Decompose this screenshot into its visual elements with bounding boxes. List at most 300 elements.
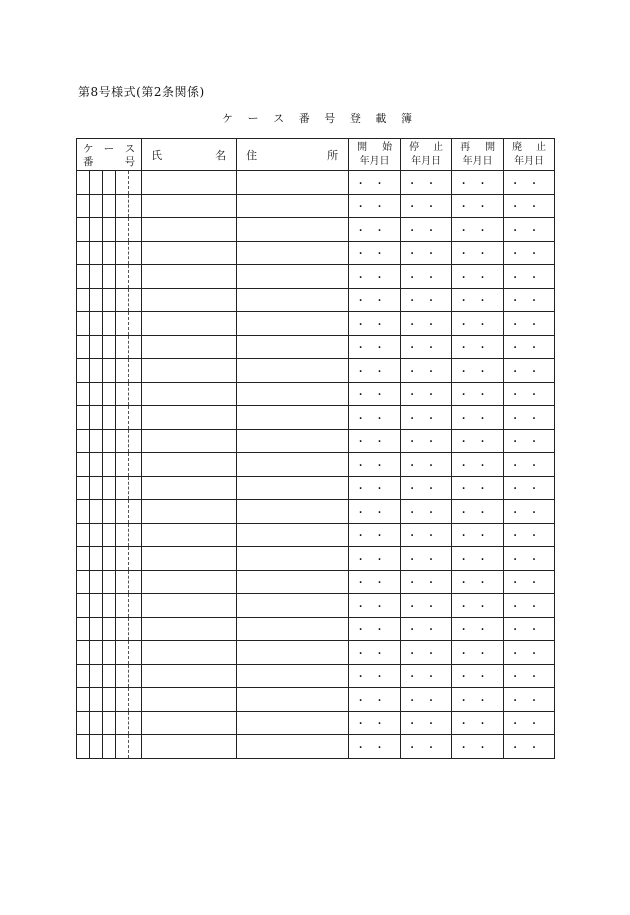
case-digit-cell[interactable] [77,241,90,265]
case-digit-cell[interactable] [103,288,116,312]
start-date-cell[interactable]: ・・ [349,241,401,265]
case-digit-cell[interactable] [90,218,103,242]
stop-date-header [401,139,452,171]
resume-date-cell[interactable]: ・・ [452,617,504,641]
case-digit-cell[interactable] [90,500,103,524]
stop-date-cell[interactable]: ・・ [401,288,452,312]
case-digit-cell[interactable] [90,641,103,665]
case-digit-cell[interactable] [129,688,142,712]
case-digit-cell[interactable] [129,194,142,218]
name-cell[interactable] [142,735,237,759]
abolish-date-cell[interactable]: ・・ [504,382,555,406]
name-cell[interactable] [142,359,237,383]
address-cell[interactable] [237,312,349,336]
stop-date-cell[interactable]: ・・ [401,241,452,265]
address-cell[interactable] [237,171,349,195]
case-digit-cell[interactable] [116,429,129,453]
name-cell[interactable] [142,688,237,712]
case-digit-cell[interactable] [103,594,116,618]
case-digit-cell[interactable] [90,359,103,383]
address-cell[interactable] [237,453,349,477]
resume-date-cell[interactable]: ・・ [452,218,504,242]
resume-date-cell[interactable]: ・・ [452,664,504,688]
case-header-char: ス [124,143,136,155]
case-digit-cell[interactable] [90,429,103,453]
name-header [142,139,237,171]
abolish-date-cell[interactable]: ・・ [504,617,555,641]
case-digit-cell[interactable] [116,453,129,477]
start-date-cell[interactable]: ・・ [349,429,401,453]
address-cell[interactable] [237,500,349,524]
case-digit-cell[interactable] [129,265,142,289]
case-digit-cell[interactable] [103,359,116,383]
case-digit-cell[interactable] [129,547,142,571]
case-digit-cell[interactable] [77,688,90,712]
case-digit-cell[interactable] [116,617,129,641]
case-digit-cell[interactable] [103,547,116,571]
abolish-date-cell[interactable]: ・・ [504,570,555,594]
case-digit-cell[interactable] [129,711,142,735]
case-digit-cell[interactable] [129,429,142,453]
case-digit-cell[interactable] [103,382,116,406]
address-cell[interactable] [237,570,349,594]
start-date-cell[interactable]: ・・ [349,312,401,336]
title-char: 簿 [400,112,412,125]
case-digit-cell[interactable] [103,218,116,242]
case-digit-cell[interactable] [129,476,142,500]
table-row [77,500,555,524]
name-cell[interactable] [142,476,237,500]
abolish-date-cell[interactable]: ・・ [504,664,555,688]
case-digit-cell[interactable] [103,523,116,547]
stop-date-cell[interactable]: ・・ [401,617,452,641]
stop-date-cell[interactable]: ・・ [401,218,452,242]
case-digit-cell[interactable] [129,382,142,406]
case-digit-cell[interactable] [77,664,90,688]
stop-date-cell[interactable]: ・・ [401,664,452,688]
case-digit-cell[interactable] [116,523,129,547]
case-digit-cell[interactable] [77,359,90,383]
case-digit-cell[interactable] [103,453,116,477]
start-date-cell[interactable]: ・・ [349,547,401,571]
abolish-date-cell[interactable]: ・・ [504,453,555,477]
case-digit-cell[interactable] [103,711,116,735]
address-header [237,139,349,171]
case-digit-cell[interactable] [77,735,90,759]
case-digit-cell[interactable] [129,312,142,336]
stop-date-cell[interactable]: ・・ [401,476,452,500]
case-digit-cell[interactable] [116,500,129,524]
abolish-date-cell[interactable]: ・・ [504,171,555,195]
start-date-cell[interactable]: ・・ [349,194,401,218]
case-digit-cell[interactable] [77,265,90,289]
resume-date-cell[interactable]: ・・ [452,406,504,430]
case-digit-cell[interactable] [90,688,103,712]
resume-date-cell[interactable]: ・・ [452,288,504,312]
address-cell[interactable] [237,218,349,242]
stop-date-cell[interactable]: ・・ [401,312,452,336]
address-cell[interactable] [237,335,349,359]
name-cell[interactable] [142,171,237,195]
stop-date-cell[interactable]: ・・ [401,171,452,195]
case-digit-cell[interactable] [103,500,116,524]
address-cell[interactable] [237,476,349,500]
table-row [77,265,555,289]
name-cell[interactable] [142,265,237,289]
resume-date-cell[interactable]: ・・ [452,711,504,735]
start-date-cell[interactable]: ・・ [349,359,401,383]
start-date-cell[interactable]: ・・ [349,265,401,289]
abolish-header-char: 止 [536,142,547,153]
abolish-date-cell[interactable]: ・・ [504,218,555,242]
stop-date-cell[interactable]: ・・ [401,335,452,359]
address-cell[interactable] [237,241,349,265]
case-digit-cell[interactable] [77,570,90,594]
case-digit-cell[interactable] [90,523,103,547]
start-date-cell[interactable]: ・・ [349,500,401,524]
case-digit-cell[interactable] [116,641,129,665]
abolish-date-cell[interactable]: ・・ [504,288,555,312]
case-digit-cell[interactable] [90,664,103,688]
case-digit-cell[interactable] [77,335,90,359]
case-digit-cell[interactable] [77,218,90,242]
resume-date-cell[interactable]: ・・ [452,429,504,453]
address-cell[interactable] [237,594,349,618]
resume-date-header [452,139,504,171]
name-cell[interactable] [142,241,237,265]
stop-date-cell[interactable]: ・・ [401,735,452,759]
address-cell[interactable] [237,382,349,406]
abolish-date-cell[interactable]: ・・ [504,241,555,265]
case-digit-cell[interactable] [90,453,103,477]
case-digit-cell[interactable] [129,500,142,524]
case-digit-cell[interactable] [116,218,129,242]
abolish-date-cell[interactable]: ・・ [504,735,555,759]
case-digit-cell[interactable] [90,241,103,265]
case-digit-cell[interactable] [116,570,129,594]
table-row [77,194,555,218]
case-digit-cell[interactable] [77,711,90,735]
case-digit-cell[interactable] [129,335,142,359]
resume-date-cell[interactable]: ・・ [452,570,504,594]
name-cell[interactable] [142,547,237,571]
address-cell[interactable] [237,523,349,547]
abolish-date-cell[interactable]: ・・ [504,523,555,547]
table-row [77,523,555,547]
case-digit-cell[interactable] [129,735,142,759]
resume-date-cell[interactable]: ・・ [452,241,504,265]
case-digit-cell[interactable] [116,288,129,312]
stop-date-cell[interactable]: ・・ [401,359,452,383]
address-cell[interactable] [237,547,349,571]
start-date-cell[interactable]: ・・ [349,406,401,430]
case-digit-cell[interactable] [116,359,129,383]
header-row [77,139,555,171]
start-date-cell[interactable]: ・・ [349,688,401,712]
case-digit-cell[interactable] [103,570,116,594]
start-date-cell[interactable]: ・・ [349,711,401,735]
case-digit-cell[interactable] [129,523,142,547]
case-digit-cell[interactable] [77,429,90,453]
abolish-date-cell[interactable]: ・・ [504,312,555,336]
stop-date-cell[interactable]: ・・ [401,406,452,430]
start-header-char: 開 [357,142,368,153]
stop-date-cell[interactable]: ・・ [401,429,452,453]
case-digit-cell[interactable] [77,453,90,477]
name-cell[interactable] [142,429,237,453]
name-cell[interactable] [142,288,237,312]
name-cell[interactable] [142,453,237,477]
case-digit-cell[interactable] [129,171,142,195]
resume-date-cell[interactable]: ・・ [452,453,504,477]
case-digit-cell[interactable] [90,735,103,759]
abolish-date-cell[interactable]: ・・ [504,429,555,453]
case-digit-cell[interactable] [103,241,116,265]
case-digit-cell[interactable] [103,664,116,688]
resume-date-cell[interactable]: ・・ [452,265,504,289]
resume-date-cell[interactable]: ・・ [452,476,504,500]
case-digit-cell[interactable] [103,265,116,289]
name-cell[interactable] [142,664,237,688]
case-digit-cell[interactable] [116,594,129,618]
case-digit-cell[interactable] [116,171,129,195]
case-digit-cell[interactable] [77,382,90,406]
start-date-cell[interactable]: ・・ [349,594,401,618]
abolish-date-cell[interactable]: ・・ [504,335,555,359]
abolish-date-cell[interactable]: ・・ [504,500,555,524]
stop-header-char: 停 [409,142,420,153]
stop-date-cell[interactable]: ・・ [401,594,452,618]
case-digit-cell[interactable] [90,594,103,618]
case-digit-cell[interactable] [103,476,116,500]
abolish-date-cell[interactable]: ・・ [504,594,555,618]
resume-date-cell[interactable]: ・・ [452,335,504,359]
address-cell[interactable] [237,664,349,688]
name-cell[interactable] [142,594,237,618]
case-digit-cell[interactable] [90,406,103,430]
case-digit-cell[interactable] [90,617,103,641]
resume-date-cell[interactable]: ・・ [452,382,504,406]
start-date-cell[interactable]: ・・ [349,288,401,312]
case-digit-cell[interactable] [77,194,90,218]
case-digit-cell[interactable] [77,406,90,430]
start-date-cell[interactable]: ・・ [349,453,401,477]
case-digit-cell[interactable] [103,641,116,665]
case-digit-cell[interactable] [116,194,129,218]
table-row [77,312,555,336]
start-date-cell[interactable]: ・・ [349,523,401,547]
case-header-char: ケ [83,143,94,155]
case-digit-cell[interactable] [116,312,129,336]
name-cell[interactable] [142,617,237,641]
title-char: 載 [375,112,387,125]
case-digit-cell[interactable] [116,688,129,712]
resume-date-cell[interactable]: ・・ [452,688,504,712]
abolish-date-cell[interactable]: ・・ [504,476,555,500]
resume-date-cell[interactable]: ・・ [452,735,504,759]
abolish-date-cell[interactable]: ・・ [504,265,555,289]
abolish-date-cell[interactable]: ・・ [504,641,555,665]
abolish-date-cell[interactable]: ・・ [504,711,555,735]
abolish-date-label: 年月日 [514,156,545,167]
resume-date-cell[interactable]: ・・ [452,312,504,336]
case-digit-cell[interactable] [103,194,116,218]
case-digit-cell[interactable] [116,265,129,289]
case-digit-cell[interactable] [103,171,116,195]
start-date-cell[interactable]: ・・ [349,476,401,500]
case-digit-cell[interactable] [90,171,103,195]
start-date-cell[interactable]: ・・ [349,641,401,665]
resume-date-cell[interactable]: ・・ [452,171,504,195]
stop-date-cell[interactable]: ・・ [401,500,452,524]
start-date-cell[interactable]: ・・ [349,171,401,195]
start-date-cell[interactable]: ・・ [349,570,401,594]
case-digit-cell[interactable] [103,312,116,336]
case-digit-cell[interactable] [90,194,103,218]
address-cell[interactable] [237,735,349,759]
address-cell[interactable] [237,359,349,383]
case-digit-cell[interactable] [116,476,129,500]
case-digit-cell[interactable] [77,476,90,500]
case-digit-cell[interactable] [103,735,116,759]
case-digit-cell[interactable] [77,500,90,524]
name-cell[interactable] [142,312,237,336]
name-cell[interactable] [142,711,237,735]
case-digit-cell[interactable] [129,617,142,641]
name-cell[interactable] [142,194,237,218]
case-digit-cell[interactable] [129,359,142,383]
table-row [77,664,555,688]
case-digit-cell[interactable] [116,335,129,359]
start-date-cell[interactable]: ・・ [349,735,401,759]
case-digit-cell[interactable] [77,594,90,618]
case-digit-cell[interactable] [90,570,103,594]
case-digit-cell[interactable] [129,664,142,688]
case-digit-cell[interactable] [129,570,142,594]
table-row [77,570,555,594]
case-digit-cell[interactable] [77,617,90,641]
case-digit-cell[interactable] [77,288,90,312]
name-cell[interactable] [142,406,237,430]
case-digit-cell[interactable] [129,241,142,265]
case-digit-cell[interactable] [103,335,116,359]
address-cell[interactable] [237,688,349,712]
resume-date-cell[interactable]: ・・ [452,523,504,547]
case-digit-cell[interactable] [116,735,129,759]
name-cell[interactable] [142,500,237,524]
table-row [77,241,555,265]
case-digit-cell[interactable] [90,288,103,312]
stop-date-cell[interactable]: ・・ [401,547,452,571]
start-date-cell[interactable]: ・・ [349,218,401,242]
stop-date-cell[interactable]: ・・ [401,641,452,665]
abolish-date-cell[interactable]: ・・ [504,194,555,218]
abolish-date-cell[interactable]: ・・ [504,547,555,571]
title-char: ス [273,112,285,125]
case-digit-cell[interactable] [77,523,90,547]
case-digit-cell[interactable] [90,265,103,289]
address-cell[interactable] [237,265,349,289]
address-cell[interactable] [237,429,349,453]
name-cell[interactable] [142,570,237,594]
case-digit-cell[interactable] [116,406,129,430]
case-digit-cell[interactable] [77,171,90,195]
abolish-date-cell[interactable]: ・・ [504,406,555,430]
address-cell[interactable] [237,641,349,665]
title-char: 登 [349,112,361,125]
resume-date-cell[interactable]: ・・ [452,500,504,524]
start-date-cell[interactable]: ・・ [349,335,401,359]
name-cell[interactable] [142,641,237,665]
table-row [77,594,555,618]
case-digit-cell[interactable] [103,429,116,453]
case-digit-cell[interactable] [77,312,90,336]
case-digit-cell[interactable] [116,547,129,571]
case-digit-cell[interactable] [77,641,90,665]
stop-date-cell[interactable]: ・・ [401,570,452,594]
case-digit-cell[interactable] [103,406,116,430]
case-digit-cell[interactable] [90,312,103,336]
start-date-cell[interactable]: ・・ [349,617,401,641]
address-cell[interactable] [237,288,349,312]
case-digit-cell[interactable] [116,382,129,406]
case-digit-cell[interactable] [103,617,116,641]
case-digit-cell[interactable] [103,688,116,712]
case-digit-cell[interactable] [129,453,142,477]
resume-date-cell[interactable]: ・・ [452,594,504,618]
case-digit-cell[interactable] [90,382,103,406]
case-digit-cell[interactable] [129,406,142,430]
stop-date-cell[interactable]: ・・ [401,194,452,218]
case-digit-cell[interactable] [90,711,103,735]
address-cell[interactable] [237,194,349,218]
resume-date-cell[interactable]: ・・ [452,641,504,665]
stop-date-cell[interactable]: ・・ [401,453,452,477]
case-digit-cell[interactable] [116,711,129,735]
stop-date-cell[interactable]: ・・ [401,382,452,406]
case-digit-cell[interactable] [129,288,142,312]
address-cell[interactable] [237,406,349,430]
start-date-cell[interactable]: ・・ [349,664,401,688]
name-cell[interactable] [142,523,237,547]
name-cell[interactable] [142,382,237,406]
resume-date-cell[interactable]: ・・ [452,194,504,218]
resume-date-cell[interactable]: ・・ [452,547,504,571]
case-digit-cell[interactable] [90,335,103,359]
stop-date-cell[interactable]: ・・ [401,688,452,712]
case-digit-cell[interactable] [116,664,129,688]
table-row [77,735,555,759]
case-digit-cell[interactable] [129,218,142,242]
abolish-date-cell[interactable]: ・・ [504,688,555,712]
case-digit-cell[interactable] [90,547,103,571]
resume-date-cell[interactable]: ・・ [452,359,504,383]
stop-date-cell[interactable]: ・・ [401,265,452,289]
case-digit-cell[interactable] [116,241,129,265]
case-digit-cell[interactable] [129,641,142,665]
address-cell[interactable] [237,711,349,735]
stop-date-cell[interactable]: ・・ [401,523,452,547]
case-digit-cell[interactable] [129,594,142,618]
case-digit-cell[interactable] [90,476,103,500]
name-cell[interactable] [142,218,237,242]
case-digit-cell[interactable] [77,547,90,571]
start-date-cell[interactable]: ・・ [349,382,401,406]
abolish-date-cell[interactable]: ・・ [504,359,555,383]
name-cell[interactable] [142,335,237,359]
address-cell[interactable] [237,617,349,641]
stop-date-cell[interactable]: ・・ [401,711,452,735]
